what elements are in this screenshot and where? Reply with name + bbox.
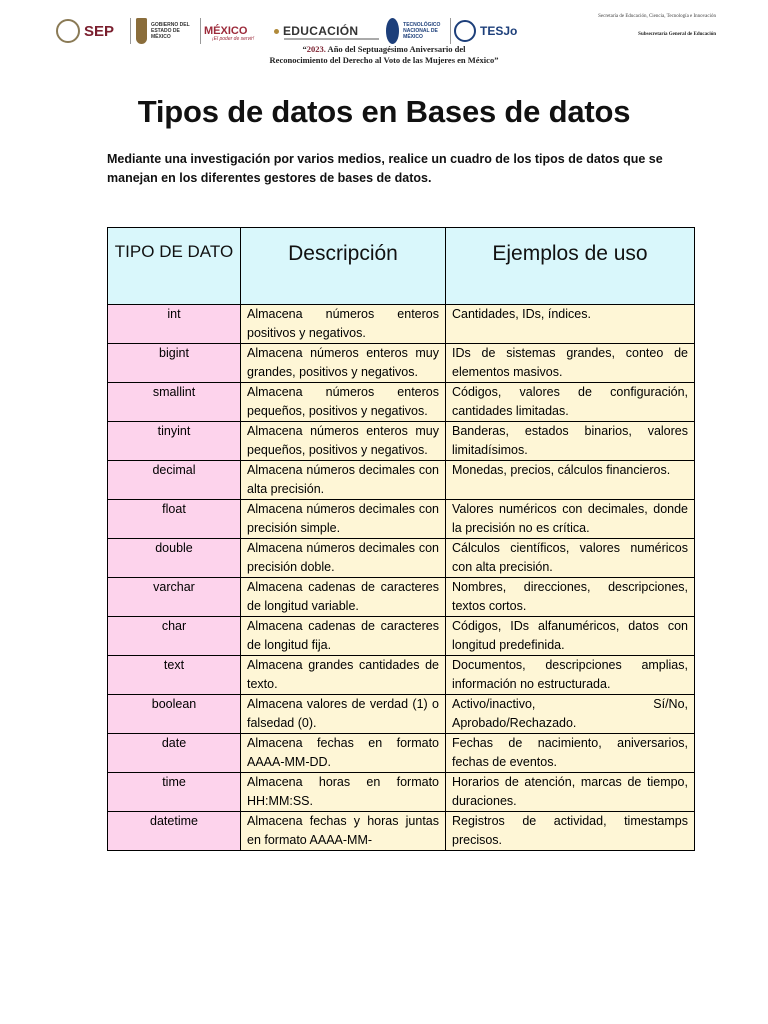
cell-descripcion: Almacena números enteros muy grandes, positivos y negativos. [241, 344, 446, 383]
cell-descripcion: Almacena grandes cantidades de texto. [241, 656, 446, 695]
tesjo-globe-icon [454, 20, 476, 42]
educacion-logo-text: EDUCACIÓN [283, 24, 359, 38]
cell-tipo: double [108, 539, 241, 578]
motto-line-1: Año del Septuagésimo Aniversario del [325, 44, 466, 54]
tecnm-gear-icon [386, 18, 399, 44]
divider [200, 18, 201, 44]
tecnm-logo-text: TECNOLÓGICO NACIONAL DE MÉXICO [403, 22, 441, 40]
subsecretaria-note: Subsecretaría General de Educación [638, 32, 716, 37]
column-header-label: TIPO DE DATO [114, 242, 234, 261]
cell-tipo: time [108, 773, 241, 812]
table-row [108, 344, 695, 383]
sep-logo [56, 14, 126, 48]
motto-year: 2023. [306, 44, 326, 54]
cell-tipo: boolean [108, 695, 241, 734]
cell-tipo: datetime [108, 812, 241, 851]
educacion-logo [274, 14, 379, 48]
cell-tipo: char [108, 617, 241, 656]
cell-ejemplos: Valores numéricos con decimales, donde la precisión no es crítica. [446, 500, 695, 539]
edomex-crest-icon [136, 18, 147, 44]
column-header-descripcion [241, 228, 446, 305]
table-row [108, 422, 695, 461]
table-row [108, 773, 695, 812]
column-header-tipo [108, 228, 241, 305]
educacion-subline [284, 38, 379, 40]
cell-tipo: int [108, 305, 241, 344]
divider [450, 18, 451, 44]
estado-de-mexico-logo [204, 14, 266, 48]
cell-tipo: decimal [108, 461, 241, 500]
table-row [108, 383, 695, 422]
divider [130, 18, 131, 44]
cell-descripcion: Almacena números enteros pequeños, positivos y negativos. [241, 383, 446, 422]
cell-tipo: text [108, 656, 241, 695]
cell-ejemplos: Activo/inactivo, Sí/No, Aprobado/Rechazado. [446, 695, 695, 734]
national-seal-icon [56, 19, 80, 43]
table-row [108, 578, 695, 617]
sep-logo-text: SEP [84, 22, 115, 40]
table-header-row [108, 228, 695, 305]
table-row [108, 734, 695, 773]
cell-descripcion: Almacena horas en formato HH:MM:SS. [241, 773, 446, 812]
table-row [108, 656, 695, 695]
cell-descripcion: Almacena números decimales con precisión simple. [241, 500, 446, 539]
cell-tipo: bigint [108, 344, 241, 383]
tesjo-logo-text: TESJo [480, 24, 518, 38]
cell-descripcion: Almacena fechas en formato AAAA-MM-DD. [241, 734, 446, 773]
cell-tipo: float [108, 500, 241, 539]
cell-descripcion: Almacena números enteros muy pequeños, positivos y negativos. [241, 422, 446, 461]
cell-tipo: smallint [108, 383, 241, 422]
column-header-label: Ejemplos de uso [492, 242, 648, 265]
column-header-ejemplos [446, 228, 695, 305]
column-header-label: Descripción [288, 242, 398, 265]
cell-ejemplos: Códigos, valores de configuración, cantidades limitadas. [446, 383, 695, 422]
cell-descripcion: Almacena fechas y horas juntas en formato AAAA-MM- [241, 812, 446, 851]
table-row [108, 617, 695, 656]
motto-line-2: Reconocimiento del Derecho al Voto de las Mujeres en México” [269, 55, 499, 65]
cell-ejemplos: Cálculos científicos, valores numéricos con alta precisión. [446, 539, 695, 578]
cell-ejemplos: Banderas, estados binarios, valores limitadísimos. [446, 422, 695, 461]
cell-tipo: tinyint [108, 422, 241, 461]
table-row [108, 695, 695, 734]
secretaria-note: Secretaría de Educación, Ciencia, Tecnología e Innovación [598, 14, 716, 19]
edomex-logo [136, 14, 196, 48]
cell-descripcion: Almacena valores de verdad (1) o falsedad (0). [241, 695, 446, 734]
cell-ejemplos: Cantidades, IDs, índices. [446, 305, 695, 344]
instructions-text: Mediante una investigación por varios medios, realice un cuadro de los tipos de datos que se manejan en los diferentes gestores de bases de datos. [107, 152, 663, 185]
table-row [108, 305, 695, 344]
year-motto: “2023. Año del Septuagésimo Aniversario del Reconocimiento del Derecho al Voto de las Mujeres en México” [269, 44, 499, 65]
cell-tipo: date [108, 734, 241, 773]
edomex-logo-text: GOBIERNO DEL ESTADO DE MÉXICO [151, 22, 190, 40]
table-row [108, 812, 695, 851]
dot-icon [274, 29, 279, 34]
cell-ejemplos: Nombres, direcciones, descripciones, textos cortos. [446, 578, 695, 617]
data-types-table [107, 227, 695, 851]
cell-descripcion: Almacena números decimales con precisión doble. [241, 539, 446, 578]
tecnm-logo [386, 14, 451, 48]
tesjo-logo [454, 14, 529, 48]
page-title: Tipos de datos en Bases de datos [137, 94, 631, 129]
table-row [108, 500, 695, 539]
estado-de-mexico-logo-text: MÉXICO [204, 24, 248, 37]
cell-descripcion: Almacena números decimales con alta precisión. [241, 461, 446, 500]
table-row [108, 539, 695, 578]
cell-descripcion: Almacena cadenas de caracteres de longitud variable. [241, 578, 446, 617]
cell-descripcion: Almacena cadenas de caracteres de longitud fija. [241, 617, 446, 656]
cell-ejemplos: Registros de actividad, timestamps precisos. [446, 812, 695, 851]
cell-ejemplos: Fechas de nacimiento, aniversarios, fechas de eventos. [446, 734, 695, 773]
cell-ejemplos: Monedas, precios, cálculos financieros. [446, 461, 695, 500]
cell-ejemplos: Códigos, IDs alfanuméricos, datos con longitud predefinida. [446, 617, 695, 656]
cell-descripcion: Almacena números enteros positivos y negativos. [241, 305, 446, 344]
cell-ejemplos: Horarios de atención, marcas de tiempo, duraciones. [446, 773, 695, 812]
table-row [108, 461, 695, 500]
cell-ejemplos: IDs de sistemas grandes, conteo de elementos masivos. [446, 344, 695, 383]
cell-tipo: varchar [108, 578, 241, 617]
estado-de-mexico-tagline: ¡El poder de servir! [212, 36, 255, 42]
cell-ejemplos: Documentos, descripciones amplias, información no estructurada. [446, 656, 695, 695]
